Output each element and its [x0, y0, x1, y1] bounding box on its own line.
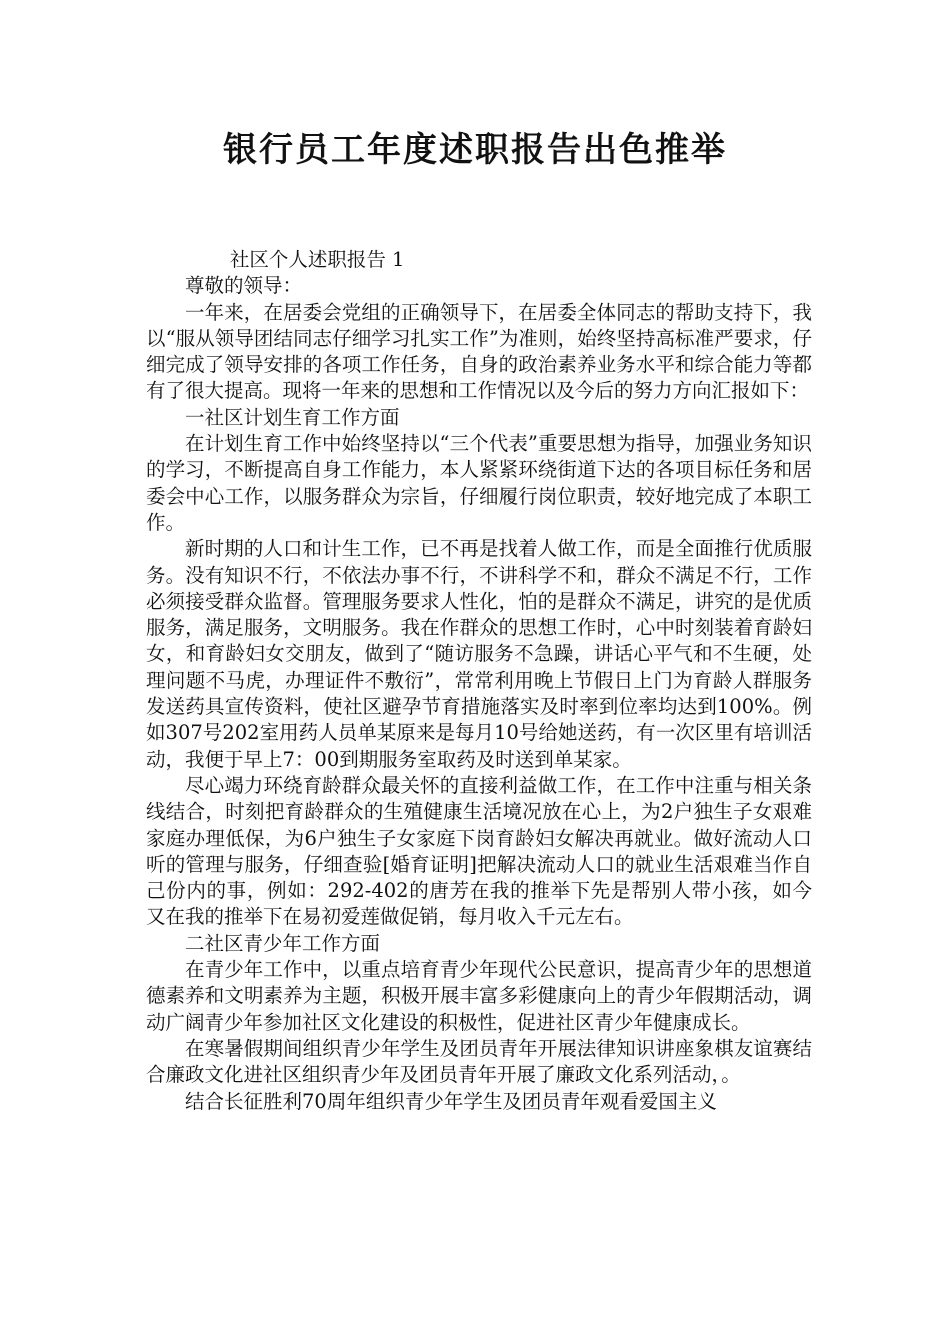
document-body: [146, 247, 812, 1115]
paragraph-intro: 一年来，在居委会党组的正确领导下，在居委全体同志的帮助支持下，我以“服从领导团结同志仔细学习扎实工作”为准则，始终坚持高标准严要求，仔细完成了领导安排的各项工作任务，自身的政治素养业务水平和综合能力等都有了很大提高。现将一年来的思想和工作情况以及今后的努力方向汇报如下：: [146, 300, 812, 403]
paragraph: 新时期的人口和计生工作，已不再是找着人做工作，而是全面推行优质服务。没有知识不行，不依法办事不行，不讲科学不和，群众不满足不行，工作必须接受群众监督。管理服务要求人性化，怕的是群众不满足，讲究的是优质服务，满足服务，文明服务。我在作群众的思想工作时，心中时刻装着育龄妇女，和育龄妇女交朋友，做到了“随访服务不急躁，讲话心平气和不生硬，处理问题不马虎，办理证件不敷衍”，常常利用晚上节假日上门为育龄人群服务发送药具宣传资料，使社区避孕节育措施落实及时率到位率均达到100%。例如307号202室用药人员单某原来是每月10号给她送药，有一次区里有培训活动，我便于早上7：00到期服务室取药及时送到单某家。: [146, 537, 812, 771]
section-heading-family-planning: 一社区计划生育工作方面: [185, 405, 400, 429]
paragraph: 尽心竭力环绕育龄群众最关怀的直接利益做工作，在工作中注重与相关条线结合，时刻把育龄群众的生殖健康生活境况放在心上，为2户独生子女艰难家庭办理低保，为6户独生子女家庭下岗育龄妇女解决再就业。做好流动人口听的管理与服务，仔细查验[婚育证明]把解决流动人口的就业生活艰难当作自己份内的事，例如：292-402的唐芳在我的推举下先是帮别人带小孩，如今又在我的推举下在易初爱莲做促销，每月收入千元左右。: [146, 773, 812, 929]
section-subtitle: 社区个人述职报告 1: [229, 248, 405, 271]
section-heading-youth-work: 二社区青少年工作方面: [185, 931, 381, 955]
document-title: 银行员工年度述职报告出色推举: [223, 130, 727, 170]
paragraph: 结合长征胜利70周年组织青少年学生及团员青年观看爱国主义: [185, 1089, 717, 1113]
paragraph: 在青少年工作中，以重点培育青少年现代公民意识，提高青少年的思想道德素养和文明素养为主题，积极开展丰富多彩健康向上的青少年假期活动，调动广阔青少年参加社区文化建设的积极性，促进社区青少年健康成长。: [146, 958, 812, 1034]
paragraph: 在计划生育工作中始终坚持以“三个代表”重要思想为指导，加强业务知识的学习，不断提高自身工作能力，本人紧紧环绕街道下达的各项目标任务和居委会中心工作，以服务群众为宗旨，仔细履行岗位职责，较好地完成了本职工作。: [146, 432, 812, 534]
salutation: 尊敬的领导：: [185, 274, 303, 298]
paragraph: 在寒暑假期间组织青少年学生及团员青年开展法律知识讲座象棋友谊赛结合廉政文化进社区组织青少年及团员青年开展了廉政文化系列活动，。: [146, 1036, 812, 1087]
